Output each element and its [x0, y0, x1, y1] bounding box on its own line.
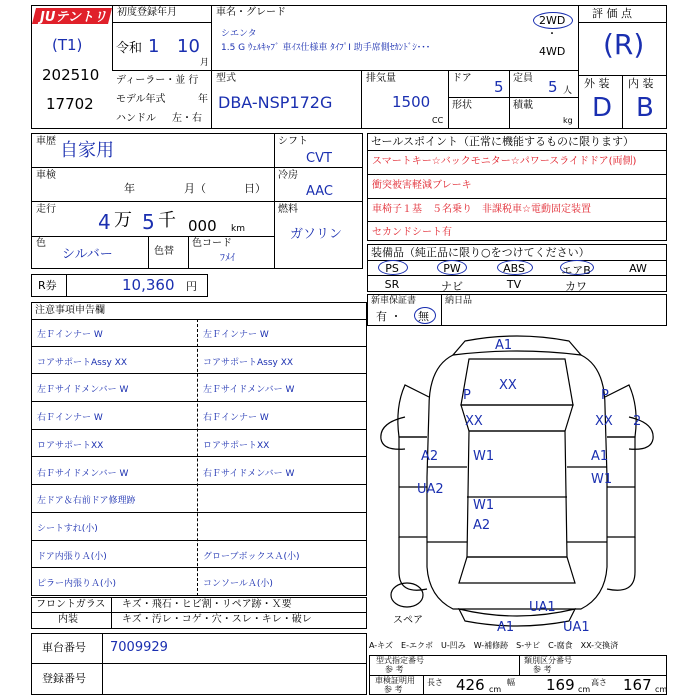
- mileage-man-unit: 万: [114, 210, 132, 231]
- reg-year: 1: [148, 36, 160, 57]
- inspection-month: 月（: [184, 182, 206, 195]
- notes-row: [31, 541, 367, 569]
- shift-value: CVT: [306, 151, 332, 166]
- note-right: ロアサポートXX: [203, 440, 270, 451]
- sales-point-1: スマートキー☆バックモニター☆パワースライドドア(両側): [372, 156, 637, 167]
- score-label: 評 価 点: [592, 7, 632, 20]
- equip-leather: カワ: [565, 280, 587, 293]
- mark-right-p: P: [601, 388, 609, 403]
- displacement: 1500: [392, 93, 431, 111]
- note-left: 右Ｆインナー W: [37, 413, 103, 424]
- height-unit: cm: [655, 685, 668, 694]
- capacity: 5: [548, 78, 558, 96]
- equip-pw-circle: [437, 260, 467, 275]
- mark-right-w1: W1: [591, 472, 613, 487]
- note-left: シートすれ(小): [37, 523, 98, 534]
- drive-dot: ・: [547, 29, 557, 40]
- equip-ps-circle: [378, 260, 408, 275]
- note-right: 左Ｆインナー W: [203, 330, 269, 340]
- vehicle-cert-label: 車検証明用: [375, 676, 415, 685]
- shift-label: シフト: [278, 136, 308, 147]
- height-label: 高さ: [591, 678, 607, 687]
- delivery-label: 納日品: [445, 296, 473, 306]
- displacement-unit: CC: [432, 116, 444, 125]
- inspection-day: 日）: [244, 182, 266, 195]
- displacement-label: 排気量: [366, 73, 396, 84]
- era: 令和: [116, 41, 143, 56]
- mark-left-ua2: UA2: [417, 482, 444, 497]
- mark-bonnet: XX: [499, 378, 517, 393]
- mark-left-p: P: [463, 388, 471, 403]
- mileage-rest: 000: [188, 217, 217, 235]
- equip-navi: ナビ: [441, 280, 463, 293]
- width-value: 169: [546, 676, 575, 694]
- car-name-label: 車名・グレード: [216, 7, 286, 18]
- mark-left-a2: A2: [421, 449, 439, 464]
- type-spec-ref: 参 考: [385, 665, 404, 674]
- logo-text: JUテントリ: [40, 10, 107, 25]
- equip-pw: PW: [443, 262, 461, 275]
- notes-row: [31, 458, 367, 486]
- warranty-options: 有 ・: [376, 310, 402, 323]
- class-ref: 参 考: [533, 665, 552, 674]
- equip-airbag: エアB: [561, 264, 591, 277]
- notes-row: [31, 568, 367, 596]
- drive-2wd: 2WD: [539, 14, 566, 27]
- color-label: 色: [36, 238, 46, 249]
- note-left: 左ドア＆右前ドア修理跡: [37, 496, 136, 507]
- notes-row: [31, 485, 367, 513]
- first-reg-label: 初度登録年月: [117, 7, 177, 18]
- model-code: DBA-NSP172G: [218, 93, 333, 112]
- note-left: 左Ｆサイドメンバー W: [37, 385, 129, 396]
- note-right: コアサポートAssy XX: [203, 357, 294, 368]
- lot-prefix: (T1): [52, 36, 83, 54]
- capacity-label: 定員: [513, 73, 533, 84]
- interior-label: 内 装: [628, 77, 654, 90]
- recycle-unit: 円: [186, 280, 197, 293]
- mileage-sen: 5: [142, 210, 155, 234]
- type-spec-label: 型式指定番号: [376, 656, 424, 665]
- equipment-title: 装備品（純正品に限り○をつけてください）: [371, 246, 590, 259]
- mileage-sen-unit: 千: [158, 210, 176, 231]
- inspection-year: 年: [124, 182, 135, 195]
- recycle-box: [31, 274, 208, 297]
- mark-left-xx: XX: [465, 414, 483, 429]
- notes-row: [31, 374, 367, 402]
- note-left: 右Ｆサイドメンバー W: [37, 468, 129, 479]
- height-value: 167: [623, 676, 652, 694]
- equip-tv: TV: [506, 278, 522, 291]
- handle-options: 左・右: [172, 113, 202, 124]
- vehicle-cert-ref: 参 考: [384, 685, 403, 694]
- body-label: 形状: [452, 100, 472, 111]
- note-left: 左Ｆインナー W: [37, 330, 103, 340]
- spare-label: スペア: [393, 615, 423, 626]
- note-left: コアサポートAssy XX: [37, 357, 128, 368]
- color-value: シルバー: [62, 247, 113, 262]
- notes-row: [31, 319, 367, 347]
- front-glass-items: キズ・飛石・ヒビ割・リペア跡・Ｘ要: [122, 599, 292, 610]
- mark-right-2: 2: [633, 414, 642, 429]
- class-label: 類別区分番号: [524, 656, 572, 665]
- equip-sr: SR: [384, 278, 400, 291]
- mark-left-w1: W1: [473, 449, 495, 464]
- note-right: グローブボックスＡ(小): [203, 551, 300, 562]
- front-glass-label: フロントガラス: [36, 599, 106, 610]
- load-unit: kg: [563, 116, 573, 125]
- warranty-circle: [414, 307, 436, 324]
- grade: 1.5 G ｳｪﾙｷｬﾌﾞ 車ｲｽ仕様車 ﾀｲﾌﾟⅠ 助手席側ｾｶﾝﾄﾞｼ･･･: [221, 43, 431, 53]
- interior-items: キズ・汚レ・コゲ・穴・スレ・キレ・破レ: [122, 614, 312, 625]
- notes-row: [31, 430, 367, 458]
- repaint-label: 色替: [154, 246, 174, 257]
- mark-mid-w1: W1: [473, 498, 495, 513]
- note-right: 右Ｆサイドメンバー W: [203, 468, 295, 479]
- reg-month: 10: [177, 36, 200, 57]
- car-damage-diagram: [369, 327, 667, 637]
- car-name: シエンタ: [221, 29, 257, 39]
- dealer-label: ディーラー・並 行: [116, 75, 199, 86]
- chassis-number: 7009929: [110, 640, 168, 655]
- sales-points-title: セールスポイント（正常に機能するものに限ります）: [371, 135, 635, 148]
- doors-label: ドア: [452, 73, 472, 84]
- mark-rear-ua1-right: UA1: [563, 620, 590, 635]
- warranty-label: 新車保証書: [371, 296, 417, 306]
- notes-row: [31, 347, 367, 375]
- interior-label: 内装: [58, 614, 78, 625]
- ac-value: AAC: [306, 184, 333, 199]
- capacity-unit: 人: [563, 86, 573, 96]
- model-year-label: モデル年式: [116, 94, 166, 105]
- model-year-unit: 年: [198, 94, 208, 105]
- recycle-label: R券: [38, 279, 57, 292]
- length-value: 426: [456, 676, 485, 694]
- mark-mid-a2: A2: [473, 518, 491, 533]
- sales-point-4: セカンドシート有: [372, 227, 452, 238]
- width-unit: cm: [578, 685, 591, 694]
- equip-abs: ABS: [503, 262, 525, 275]
- equip-ps: PS: [385, 262, 399, 275]
- mark-rear-a1-left: A1: [497, 620, 515, 635]
- mileage-man: 4: [98, 210, 111, 234]
- score-value: (R): [603, 28, 645, 61]
- ac-label: 冷房: [278, 170, 298, 181]
- note-left: ロアサポートXX: [37, 440, 104, 451]
- mileage-label: 走行: [36, 204, 56, 215]
- warranty-selected: 無: [418, 310, 429, 323]
- mark-rear-ua1: UA1: [529, 600, 556, 615]
- equip-aw: AW: [629, 262, 647, 275]
- chassis-label: 車台番号: [42, 641, 86, 654]
- sales-point-3: 車椅子１基 ５名乗り 非課税車☆電動固定装置: [372, 204, 591, 215]
- sales-point-2: 衝突被害軽減ブレーキ: [372, 180, 472, 191]
- mark-right-xx: XX: [595, 414, 613, 429]
- interior-grade: B: [636, 93, 654, 123]
- exterior-grade: D: [592, 93, 613, 123]
- mark-right-a1: A1: [591, 449, 609, 464]
- fuel-label: 燃料: [278, 204, 298, 215]
- history-value: 自家用: [60, 140, 114, 161]
- note-left: ドア内張りＡ(小): [37, 551, 107, 562]
- mark-front-top: A1: [495, 338, 513, 353]
- exterior-label: 外 装: [584, 77, 610, 90]
- load-label: 積載: [513, 100, 533, 111]
- width-label: 幅: [507, 678, 515, 687]
- reg-number-label: 登録番号: [42, 672, 86, 685]
- note-right: コンソールＡ(小): [203, 579, 273, 590]
- color-code-label: 色コード: [192, 238, 232, 249]
- color-code: ﾌﾒｲ: [220, 253, 235, 264]
- lot-number: 17702: [46, 95, 94, 113]
- notes-row: [31, 402, 367, 430]
- model-code-label: 型式: [216, 73, 236, 84]
- month-unit: 月: [200, 58, 210, 68]
- note-left: ピラー内張りＡ(小): [37, 579, 117, 590]
- note-right: 左Ｆサイドメンバー W: [203, 385, 295, 396]
- drive-4wd: 4WD: [539, 45, 566, 58]
- notes-row: [31, 513, 367, 541]
- doors: 5: [494, 78, 504, 96]
- damage-legend: A-キズ E-エクボ U-凹み W-補修跡 S-サビ C-腐食 XX-交換済: [369, 641, 619, 650]
- mileage-unit: km: [231, 224, 245, 234]
- auction-date: 202510: [42, 66, 100, 84]
- notes-title: 注意事項申告欄: [35, 305, 105, 316]
- history-label: 車歴: [36, 136, 56, 147]
- inspection-label: 車検: [36, 170, 56, 181]
- note-right: 右Ｆインナー W: [203, 413, 269, 424]
- equip-abs-circle: [497, 260, 533, 275]
- recycle-amount: 10,360: [122, 276, 175, 294]
- length-unit: cm: [489, 685, 502, 694]
- equip-airbag-circle: [560, 260, 594, 275]
- handle-label: ハンドル: [116, 113, 156, 124]
- fuel-value: ガソリン: [290, 227, 343, 242]
- length-label: 長さ: [427, 678, 443, 687]
